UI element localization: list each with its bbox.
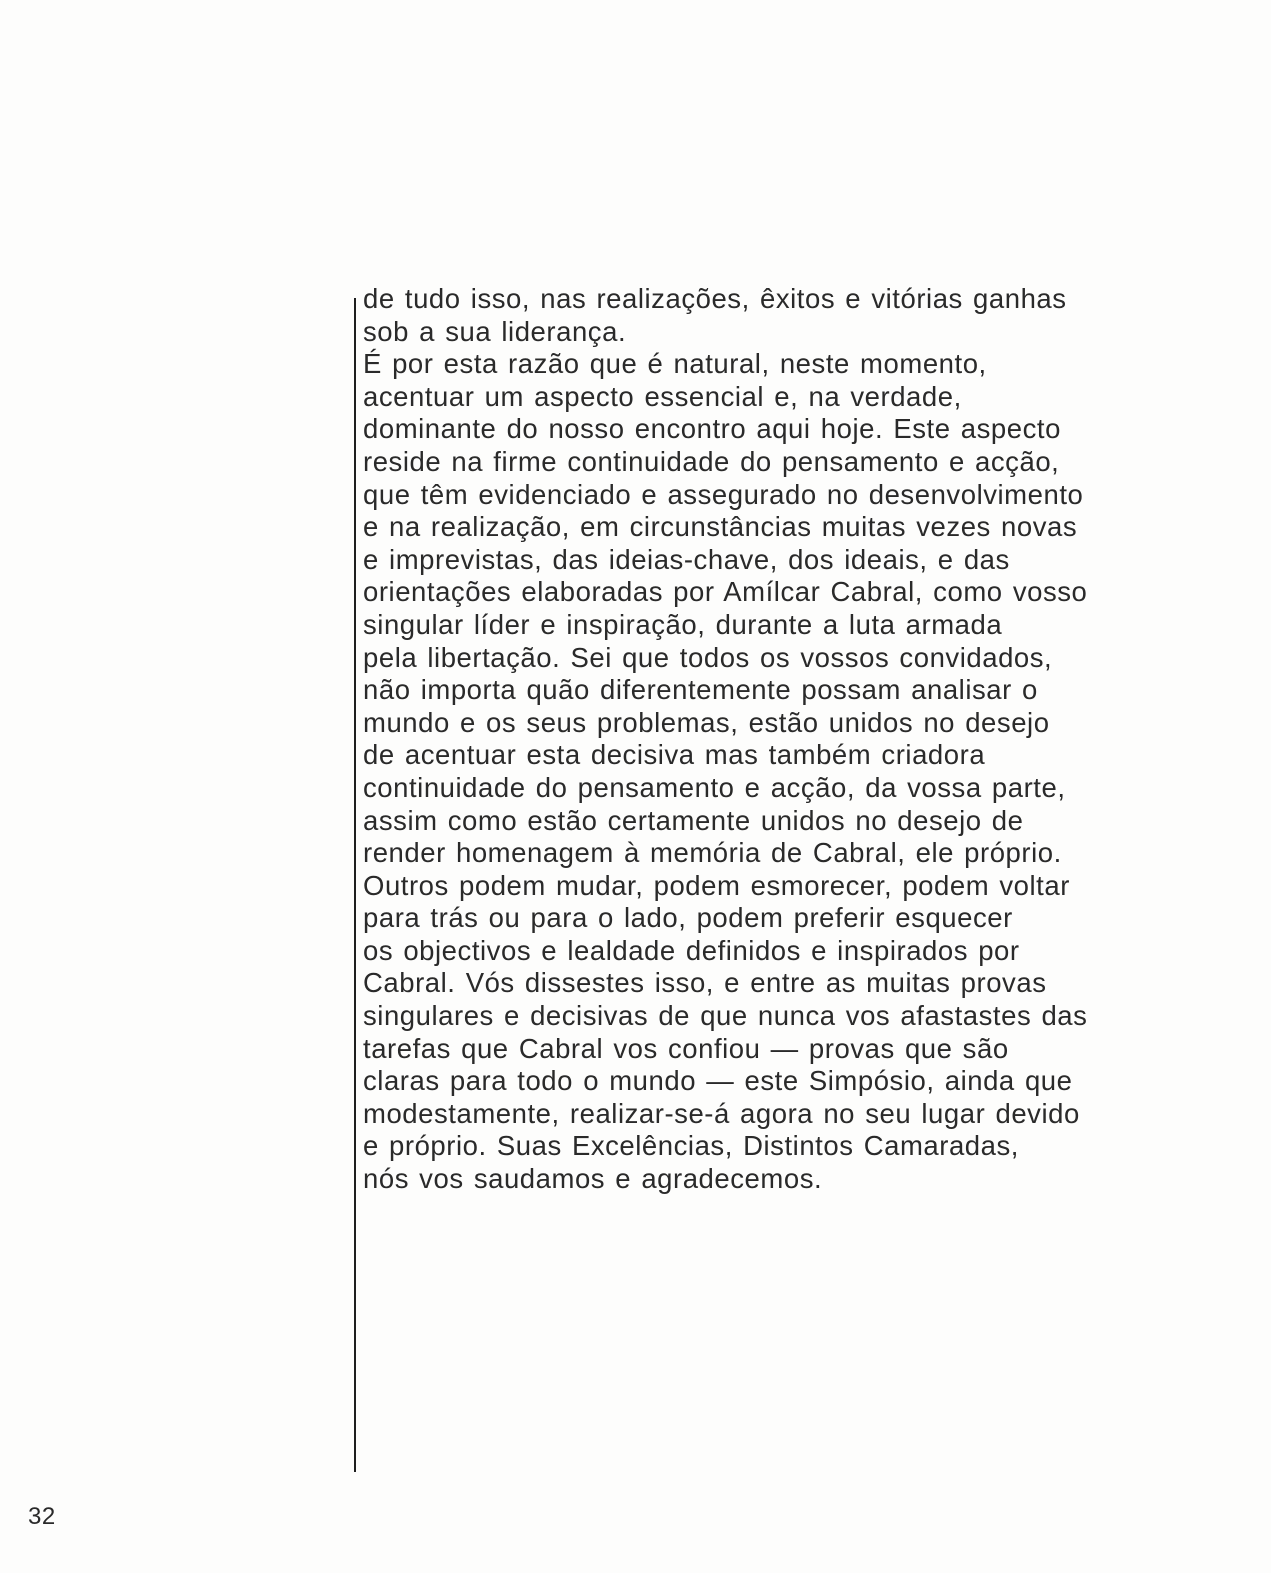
text-line: modestamente, realizar-se-á agora no seu lugar devido <box>363 1097 1080 1129</box>
text-line: Outros podem mudar, podem esmorecer, podem voltar <box>363 869 1070 901</box>
text-line: de tudo isso, nas realizações, êxitos e vitórias ganhas <box>363 283 1067 314</box>
text-line: assim como estão certamente unidos no desejo de <box>363 804 1024 836</box>
text-line: e imprevistas, das ideias-chave, dos ideais, e das <box>363 543 1010 575</box>
text-line: que têm evidenciado e assegurado no desenvolvimento <box>363 478 1084 510</box>
text-line: não importa quão diferentemente possam analisar o <box>363 674 1038 706</box>
text-line: continuidade do pensamento e acção, da vossa parte, <box>363 771 1066 803</box>
text-line: de acentuar esta decisiva mas também criadora <box>363 739 986 771</box>
text-line: claras para todo o mundo — este Simpósio, ainda que <box>363 1065 1073 1097</box>
text-line: singular líder e inspiração, durante a luta armada <box>363 608 1003 640</box>
text-line: pela libertação. Sei que todos os vossos convidados, <box>363 641 1053 673</box>
text-line: nós vos saudamos e agradecemos. <box>363 1163 823 1195</box>
text-line: sob a sua liderança. <box>363 315 627 347</box>
text-line: reside na firme continuidade do pensamento e acção, <box>363 445 1060 477</box>
text-line: É por esta razão que é natural, neste momento, <box>363 348 987 380</box>
text-line: para trás ou para o lado, podem preferir esquecer <box>363 902 1013 934</box>
text-line: tarefas que Cabral vos confiou — provas que são <box>363 1032 1009 1064</box>
text-line: render homenagem à memória de Cabral, ele próprio. <box>363 837 1062 869</box>
text-line: e próprio. Suas Excelências, Distintos Camaradas, <box>363 1130 1019 1162</box>
text-line: Cabral. Vós dissestes isso, e entre as muitas provas <box>363 967 1047 999</box>
text-line: orientações elaboradas por Amílcar Cabral, como vosso <box>363 576 1088 608</box>
text-line: mundo e os seus problemas, estão unidos no desejo <box>363 706 1050 738</box>
text-line: dominante do nosso encontro aqui hoje. Este aspecto <box>363 413 1061 445</box>
text-line: os objectivos e lealdade definidos e inspirados por <box>363 934 1020 966</box>
margin-rule <box>354 298 356 1472</box>
text-line: e na realização, em circunstâncias muitas vezes novas <box>363 511 1078 543</box>
page-number: 32 <box>28 1503 56 1530</box>
text-line: acentuar um aspecto essencial e, na verdade, <box>363 380 962 412</box>
body-text <box>363 283 1223 1196</box>
text-line: singulares e decisivas de que nunca vos afastastes das <box>363 1000 1088 1032</box>
